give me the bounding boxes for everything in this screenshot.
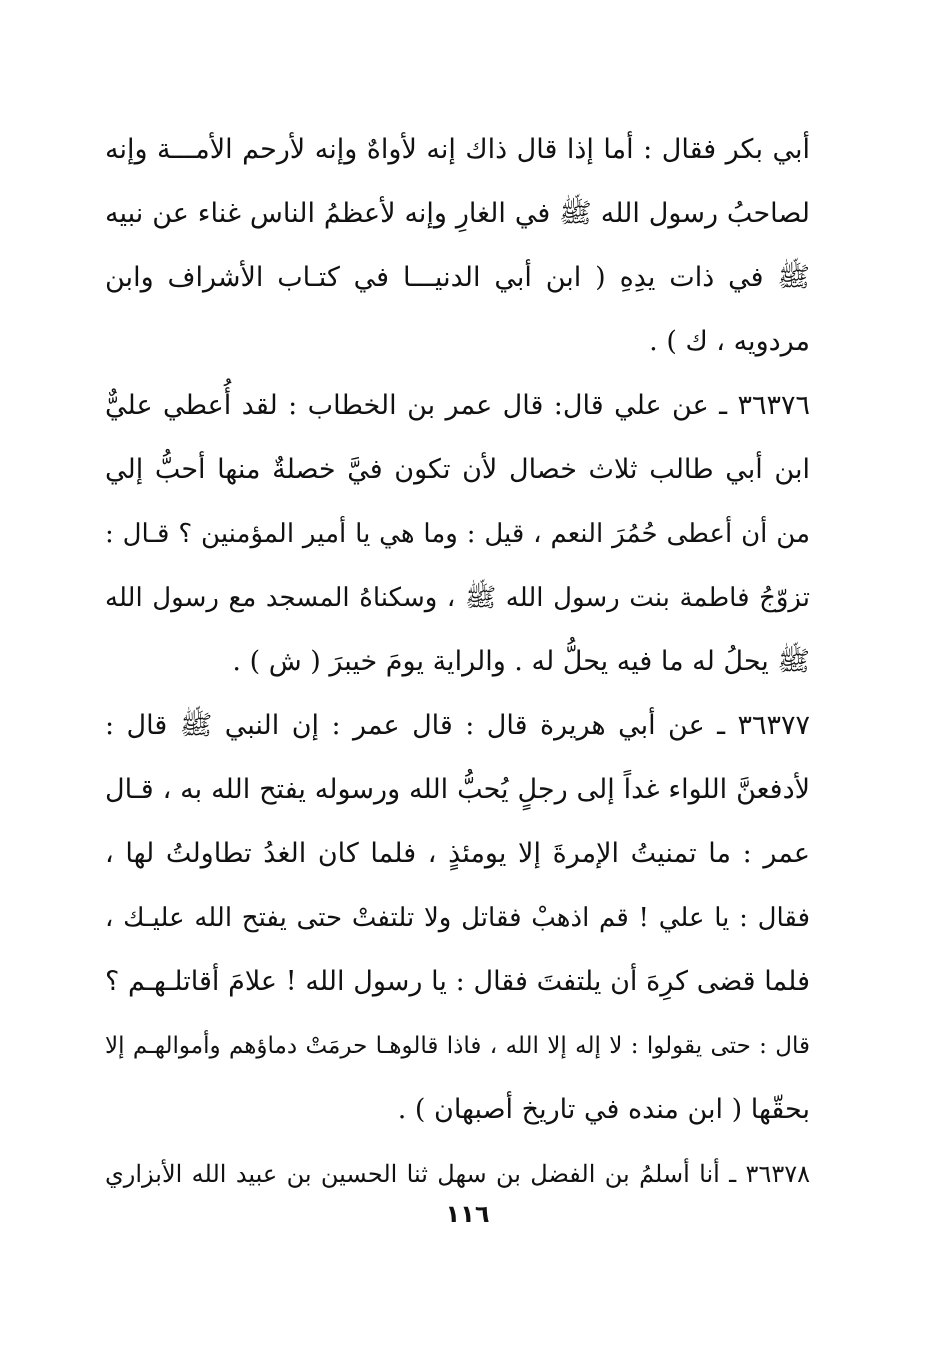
text-line: من أن أعطى حُمُرَ النعم ، قيل : وما هي يا أمير المؤمنين ؟ قـال : <box>105 519 810 549</box>
page-number: ١١٦ <box>445 1200 490 1228</box>
text-line: لصاحبُ رسول الله ﷺ في الغارِ وإنه لأعظمُ الناس غناء عن نبيه <box>105 198 810 229</box>
text-line: ابن أبي طالب ثلاث خصال لأن تكون فيَّ خصلةٌ منها أحبُّ إلي <box>105 454 810 485</box>
text-line: تزوّجُ فاطمة بنت رسول الله ﷺ ، وسكناهُ المسجد مع رسول الله <box>105 583 810 613</box>
text-line: قال : حتى يقولوا : لا إله إلا الله ، فاذا قالوهـا حرمَتْ دماؤهم وأموالهـم إلا <box>105 1033 810 1059</box>
text-line: لأدفعنَّ اللواء غداً إلى رجلٍ يُحبُّ الله ورسوله يفتح الله به ، قـال <box>105 774 810 805</box>
text-line: ﷺ يحلُ له ما فيه يحلُّ له . والراية يومَ خيبرَ ( ش ) . <box>232 646 810 677</box>
text-line: أبي بكر فقال : أما إذا قال ذاك إنه لأواهٌ وإنه لأرحم الأمـــة وإنه <box>105 134 810 165</box>
text-line: مردويه ، ك ) . <box>649 326 810 357</box>
text-line: فلما قضى كرِهَ أن يلتفتَ فقال : يا رسول الله ! علامَ أقاتلـهـم ؟ <box>105 966 810 997</box>
hadith-36377-start: ٣٦٣٧٧ ـ عن أبي هريرة قال : قال عمر : إن النبي ﷺ قال : <box>105 710 810 741</box>
text-line: عمر : ما تمنيتُ الإمرةَ إلا يومئذٍ ، فلما كان الغدُ تطاولتُ لها ، <box>105 838 810 869</box>
text-line: فقال : يا علي ! قم اذهبْ فقاتل ولا تلتفتْ حتى يفتح الله عليـك ، <box>105 903 810 933</box>
hadith-36378-start: ٣٦٣٧٨ ـ أنا أسلمُ بن الفضل بن سهل ثنا الحسين بن عبيد الله الأبزاري <box>105 1160 810 1188</box>
hadith-36376-start: ٣٦٣٧٦ ـ عن علي قال: قال عمر بن الخطاب : لقد أُعطي عليٌّ <box>105 390 810 421</box>
text-line: بحقّها ( ابن منده في تاريخ أصبهان ) . <box>397 1094 810 1125</box>
body-text <box>105 118 810 1206</box>
text-line: ﷺ في ذات يدِهِ ( ابن أبي الدنيـــا في كتـاب الأشراف وابن <box>105 262 810 293</box>
